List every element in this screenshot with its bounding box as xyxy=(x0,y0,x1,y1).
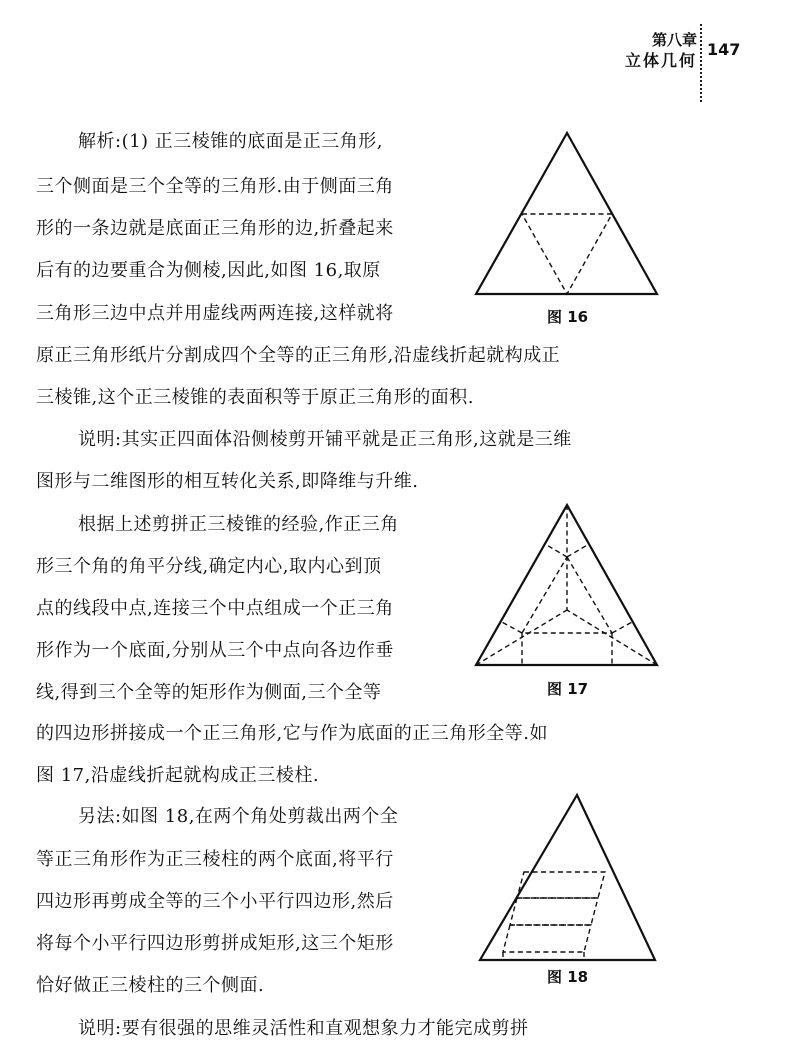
text-line: 图形与二维图形的相互转化关系,即降维与升维. xyxy=(36,471,419,492)
text-line: 根据上述剪拼正三棱锥的经验,作正三角 xyxy=(78,514,399,535)
text-line: 三棱锥,这个正三棱锥的表面积等于原正三角形的面积. xyxy=(36,387,474,408)
text-line: 恰好做正三棱柱的三个侧面. xyxy=(36,975,265,996)
text-line: 后有的边要重合为侧棱,因此,如图 16,取原 xyxy=(36,260,381,281)
figure-17-caption: 图 17 xyxy=(547,680,589,698)
header-divider xyxy=(700,24,702,102)
text-line: 线,得到三个全等的矩形作为侧面,三个全等 xyxy=(36,682,382,703)
text-line: 说明:要有很强的思维灵活性和直观想象力才能完成剪拼 xyxy=(78,1018,529,1039)
chapter-label: 第八章 xyxy=(651,31,697,49)
perpendicular-line xyxy=(567,544,589,557)
text-line: 图 17,沿虚线折起就构成正三棱柱. xyxy=(36,765,320,786)
figure-16-diagram xyxy=(470,124,660,299)
small-parallelogram xyxy=(503,925,591,952)
text-line: 等正三角形作为正三棱柱的两个底面,将平行 xyxy=(36,849,394,870)
text-line: 原正三角形纸片分割成四个全等的正三角形,沿虚线折起就构成正 xyxy=(36,345,561,366)
outer-triangle xyxy=(480,795,655,960)
text-line: 解析:(1) 正三棱锥的底面是正三角形, xyxy=(78,131,384,152)
text-line: 形作为一个底面,分别从三个中点向各边作垂 xyxy=(36,640,394,661)
chapter-title: 立体几何 xyxy=(624,51,697,70)
text-line: 点的线段中点,连接三个中点组成一个正三角 xyxy=(36,598,394,619)
perpendicular-line xyxy=(612,621,634,633)
page-number: 147 xyxy=(707,40,741,59)
perpendicular-line xyxy=(545,544,567,557)
perpendicular-line xyxy=(500,621,522,633)
running-header xyxy=(625,30,697,72)
figure-18-diagram xyxy=(470,790,660,965)
text-line: 的四边形拼接成一个正三角形,它与作为底面的正三角形全等.如 xyxy=(36,723,548,744)
text-line: 形的一条边就是底面正三角形的边,折叠起来 xyxy=(36,218,394,239)
text-line: 三个侧面是三个全等的三角形.由于侧面三角 xyxy=(36,176,394,197)
figure-18-caption: 图 18 xyxy=(547,968,589,986)
text-line: 另法:如图 18,在两个角处剪裁出两个全 xyxy=(78,806,399,827)
text-line: 说明:其实正四面体沿侧棱剪开铺平就是正三角形,这就是三维 xyxy=(78,429,572,450)
text-line: 将每个小平行四边形剪拼成矩形,这三个矩形 xyxy=(36,933,394,954)
figure-17-diagram xyxy=(470,500,660,670)
text-line: 四边形再剪成全等的三个小平行四边形,然后 xyxy=(36,891,394,912)
text-line: 三角形三边中点并用虚线两两连接,这样就将 xyxy=(36,303,394,324)
figure-16-caption: 图 16 xyxy=(547,308,589,326)
text-line: 形三个角的角平分线,确定内心,取内心到顶 xyxy=(36,556,382,577)
midpoint-triangle xyxy=(522,214,612,294)
small-parallelogram xyxy=(510,898,598,925)
